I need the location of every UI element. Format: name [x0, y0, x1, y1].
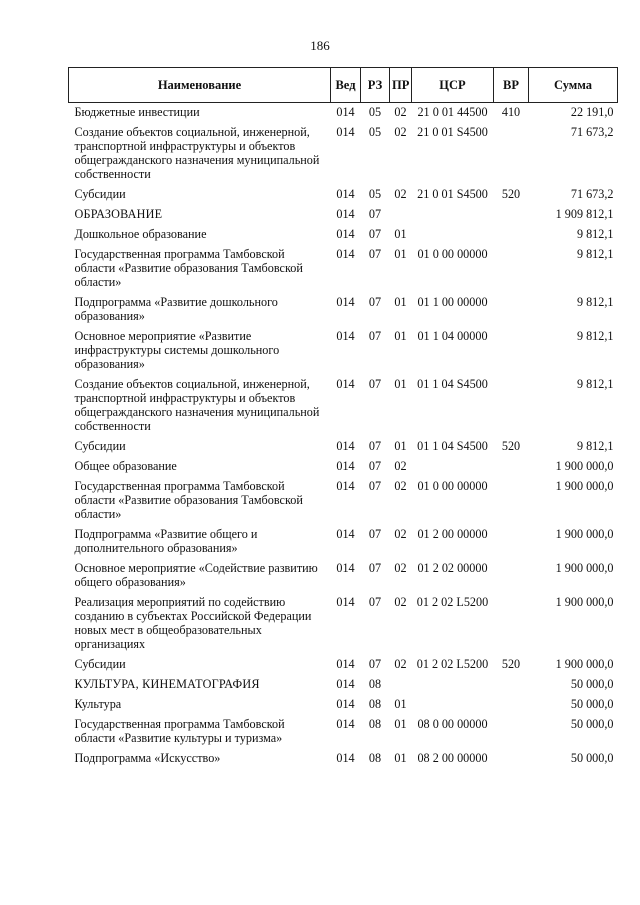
- row-vr: [494, 245, 529, 293]
- table-row: [69, 695, 618, 715]
- row-rz: 05: [368, 125, 382, 139]
- table-row: [69, 225, 618, 245]
- row-vr: [494, 327, 529, 375]
- row-name: Общее образование: [74, 459, 177, 473]
- header-pr: ПР: [390, 68, 412, 103]
- row-sum: 9 812,1: [576, 295, 614, 309]
- row-sum: 71 673,2: [570, 187, 614, 201]
- table-row: [69, 123, 618, 185]
- row-rz: 05: [368, 105, 382, 119]
- row-sum: 71 673,2: [570, 125, 614, 139]
- table-row: [69, 457, 618, 477]
- row-pr: 02: [394, 595, 407, 609]
- row-vr: [494, 375, 529, 437]
- row-ved: 014: [336, 439, 355, 453]
- row-rz: 07: [368, 561, 382, 575]
- row-name: ОБРАЗОВАНИЕ: [74, 207, 163, 221]
- row-pr: 02: [394, 125, 407, 139]
- row-sum: 50 000,0: [570, 717, 614, 731]
- row-name: Бюджетные инвестиции: [74, 105, 200, 119]
- row-ved: 014: [336, 207, 355, 221]
- row-pr: 02: [394, 105, 407, 119]
- row-vr: 520: [501, 187, 521, 201]
- section-row: [69, 205, 618, 225]
- row-name: Субсидии: [74, 657, 126, 671]
- row-vr: [494, 477, 529, 525]
- table-row: [69, 293, 618, 327]
- row-vr: [494, 559, 529, 593]
- row-vr: [494, 225, 529, 245]
- row-sum: 9 812,1: [576, 329, 614, 343]
- row-csr: 08 0 00 00000: [417, 717, 488, 731]
- row-sum: 9 812,1: [576, 439, 614, 453]
- row-pr: 02: [394, 657, 407, 671]
- row-rz: 08: [368, 717, 382, 731]
- header-vr: ВР: [494, 68, 529, 103]
- row-vr: [494, 525, 529, 559]
- row-rz: 08: [368, 751, 382, 765]
- row-name: Государственная программа Тамбовской области «Развитие культуры и туризма»: [74, 717, 285, 745]
- row-vr: [494, 695, 529, 715]
- row-vr: 410: [501, 105, 521, 119]
- row-vr: [494, 675, 529, 695]
- row-sum: 1 900 000,0: [555, 595, 614, 609]
- table-row: [69, 477, 618, 525]
- table-header: [69, 68, 618, 103]
- header-csr: ЦСР: [412, 68, 494, 103]
- row-pr: [390, 675, 412, 695]
- row-sum: 1 900 000,0: [555, 561, 614, 575]
- header-rz: РЗ: [361, 68, 390, 103]
- row-ved: 014: [336, 459, 355, 473]
- row-sum: 1 900 000,0: [555, 479, 614, 493]
- row-csr: 01 2 02 L5200: [416, 657, 489, 671]
- row-ved: 014: [336, 595, 355, 609]
- row-sum: 1 900 000,0: [555, 459, 614, 473]
- row-pr: 02: [394, 459, 407, 473]
- row-pr: 02: [394, 479, 407, 493]
- row-ved: 014: [336, 247, 355, 261]
- row-csr: [412, 675, 494, 695]
- row-rz: 08: [368, 677, 382, 691]
- row-csr: 01 1 00 00000: [417, 295, 488, 309]
- row-rz: 07: [368, 247, 382, 261]
- row-csr: [412, 457, 494, 477]
- row-name: Подпрограмма «Искусство»: [74, 751, 221, 765]
- row-sum: 50 000,0: [570, 697, 614, 711]
- row-csr: 01 2 02 L5200: [416, 595, 489, 609]
- row-ved: 014: [336, 657, 355, 671]
- row-pr: 01: [394, 247, 407, 261]
- row-csr: 01 2 02 00000: [417, 561, 488, 575]
- row-ved: 014: [336, 751, 355, 765]
- row-name: Подпрограмма «Развитие общего и дополнительного образования»: [74, 527, 258, 555]
- row-name: КУЛЬТУРА, КИНЕМАТОГРАФИЯ: [74, 677, 260, 691]
- row-name: Реализация мероприятий по содействию созданию в субъектах Российской Федерации новых мест в общеобразовательных организациях: [74, 595, 312, 651]
- row-name: Государственная программа Тамбовской области «Развитие образования Тамбовской области»: [74, 247, 303, 289]
- row-pr: 01: [394, 227, 407, 241]
- row-rz: 07: [368, 657, 382, 671]
- table-row: [69, 655, 618, 675]
- row-vr: [494, 123, 529, 185]
- row-ved: 014: [336, 295, 355, 309]
- section-row: [69, 675, 618, 695]
- row-rz: 07: [368, 479, 382, 493]
- row-vr: [494, 293, 529, 327]
- row-rz: 07: [368, 227, 382, 241]
- row-rz: 07: [368, 527, 382, 541]
- row-vr: 520: [501, 439, 521, 453]
- budget-table: [68, 67, 618, 769]
- row-ved: 014: [336, 697, 355, 711]
- row-csr: 21 0 01 S4500: [417, 187, 488, 201]
- row-vr: [494, 715, 529, 749]
- row-sum: 9 812,1: [576, 247, 614, 261]
- row-sum: 1 909 812,1: [555, 207, 614, 221]
- row-pr: 02: [394, 527, 407, 541]
- row-pr: 02: [394, 561, 407, 575]
- row-csr: 01 1 04 S4500: [417, 377, 488, 391]
- row-pr: 01: [394, 329, 407, 343]
- row-pr: 02: [394, 187, 407, 201]
- row-name: Государственная программа Тамбовской области «Развитие образования Тамбовской области»: [74, 479, 303, 521]
- row-ved: 014: [336, 227, 355, 241]
- row-ved: 014: [336, 677, 355, 691]
- row-sum: 50 000,0: [570, 751, 614, 765]
- row-name: Субсидии: [74, 439, 126, 453]
- row-csr: 01 2 00 00000: [417, 527, 488, 541]
- row-name: Подпрограмма «Развитие дошкольного образования»: [74, 295, 278, 323]
- row-rz: 07: [368, 207, 382, 221]
- row-rz: 07: [368, 439, 382, 453]
- row-csr: [412, 225, 494, 245]
- row-sum: 9 812,1: [576, 227, 614, 241]
- row-rz: 07: [368, 595, 382, 609]
- row-name: Культура: [74, 697, 122, 711]
- table-row: [69, 437, 618, 457]
- row-ved: 014: [336, 187, 355, 201]
- row-pr: 01: [394, 697, 407, 711]
- row-csr: 01 1 04 00000: [417, 329, 488, 343]
- row-pr: 01: [394, 751, 407, 765]
- row-name: Основное мероприятие «Содействие развитию общего образования»: [74, 561, 318, 589]
- table-row: [69, 593, 618, 655]
- row-sum: 1 900 000,0: [555, 527, 614, 541]
- row-name: Создание объектов социальной, инженерной, транспортной инфраструктуры и объектов общегражданского назначения муниципальной собственности: [74, 125, 320, 181]
- row-rz: 07: [368, 459, 382, 473]
- header-name: Наименование: [69, 68, 331, 103]
- table-body: [69, 103, 618, 770]
- row-sum: 9 812,1: [576, 377, 614, 391]
- table-row: [69, 749, 618, 769]
- row-ved: 014: [336, 561, 355, 575]
- row-ved: 014: [336, 105, 355, 119]
- row-csr: 01 1 04 S4500: [417, 439, 488, 453]
- row-vr: [494, 749, 529, 769]
- table-row: [69, 245, 618, 293]
- row-name: Создание объектов социальной, инженерной, транспортной инфраструктуры и объектов общегражданского назначения муниципальной собственности: [74, 377, 320, 433]
- row-csr: 08 2 00 00000: [417, 751, 488, 765]
- table-row: [69, 103, 618, 124]
- row-csr: 21 0 01 44500: [417, 105, 488, 119]
- page-number: 186: [310, 38, 330, 53]
- row-vr: 520: [501, 657, 521, 671]
- row-sum: 1 900 000,0: [555, 657, 614, 671]
- row-vr: [494, 205, 529, 225]
- table-row: [69, 525, 618, 559]
- row-csr: [412, 695, 494, 715]
- row-ved: 014: [336, 527, 355, 541]
- row-sum: 50 000,0: [570, 677, 614, 691]
- row-pr: 01: [394, 377, 407, 391]
- row-ved: 014: [336, 125, 355, 139]
- table-row: [69, 327, 618, 375]
- table-row: [69, 715, 618, 749]
- row-sum: 22 191,0: [570, 105, 614, 119]
- row-rz: 05: [368, 187, 382, 201]
- row-csr: 01 0 00 00000: [417, 247, 488, 261]
- row-name: Основное мероприятие «Развитие инфраструктуры системы дошкольного образования»: [74, 329, 280, 371]
- row-rz: 07: [368, 295, 382, 309]
- row-vr: [494, 593, 529, 655]
- table-row: [69, 185, 618, 205]
- row-csr: 21 0 01 S4500: [417, 125, 488, 139]
- row-vr: [494, 457, 529, 477]
- row-ved: 014: [336, 479, 355, 493]
- row-rz: 08: [368, 697, 382, 711]
- row-pr: 01: [394, 295, 407, 309]
- row-name: Субсидии: [74, 187, 126, 201]
- row-ved: 014: [336, 377, 355, 391]
- row-name: Дошкольное образование: [74, 227, 207, 241]
- row-pr: 01: [394, 717, 407, 731]
- row-rz: 07: [368, 329, 382, 343]
- row-rz: 07: [368, 377, 382, 391]
- header-sum: Сумма: [529, 68, 618, 103]
- header-ved: Вед: [331, 68, 361, 103]
- row-pr: [390, 205, 412, 225]
- row-ved: 014: [336, 329, 355, 343]
- table-row: [69, 375, 618, 437]
- row-ved: 014: [336, 717, 355, 731]
- row-csr: [412, 205, 494, 225]
- row-csr: 01 0 00 00000: [417, 479, 488, 493]
- row-pr: 01: [394, 439, 407, 453]
- table-row: [69, 559, 618, 593]
